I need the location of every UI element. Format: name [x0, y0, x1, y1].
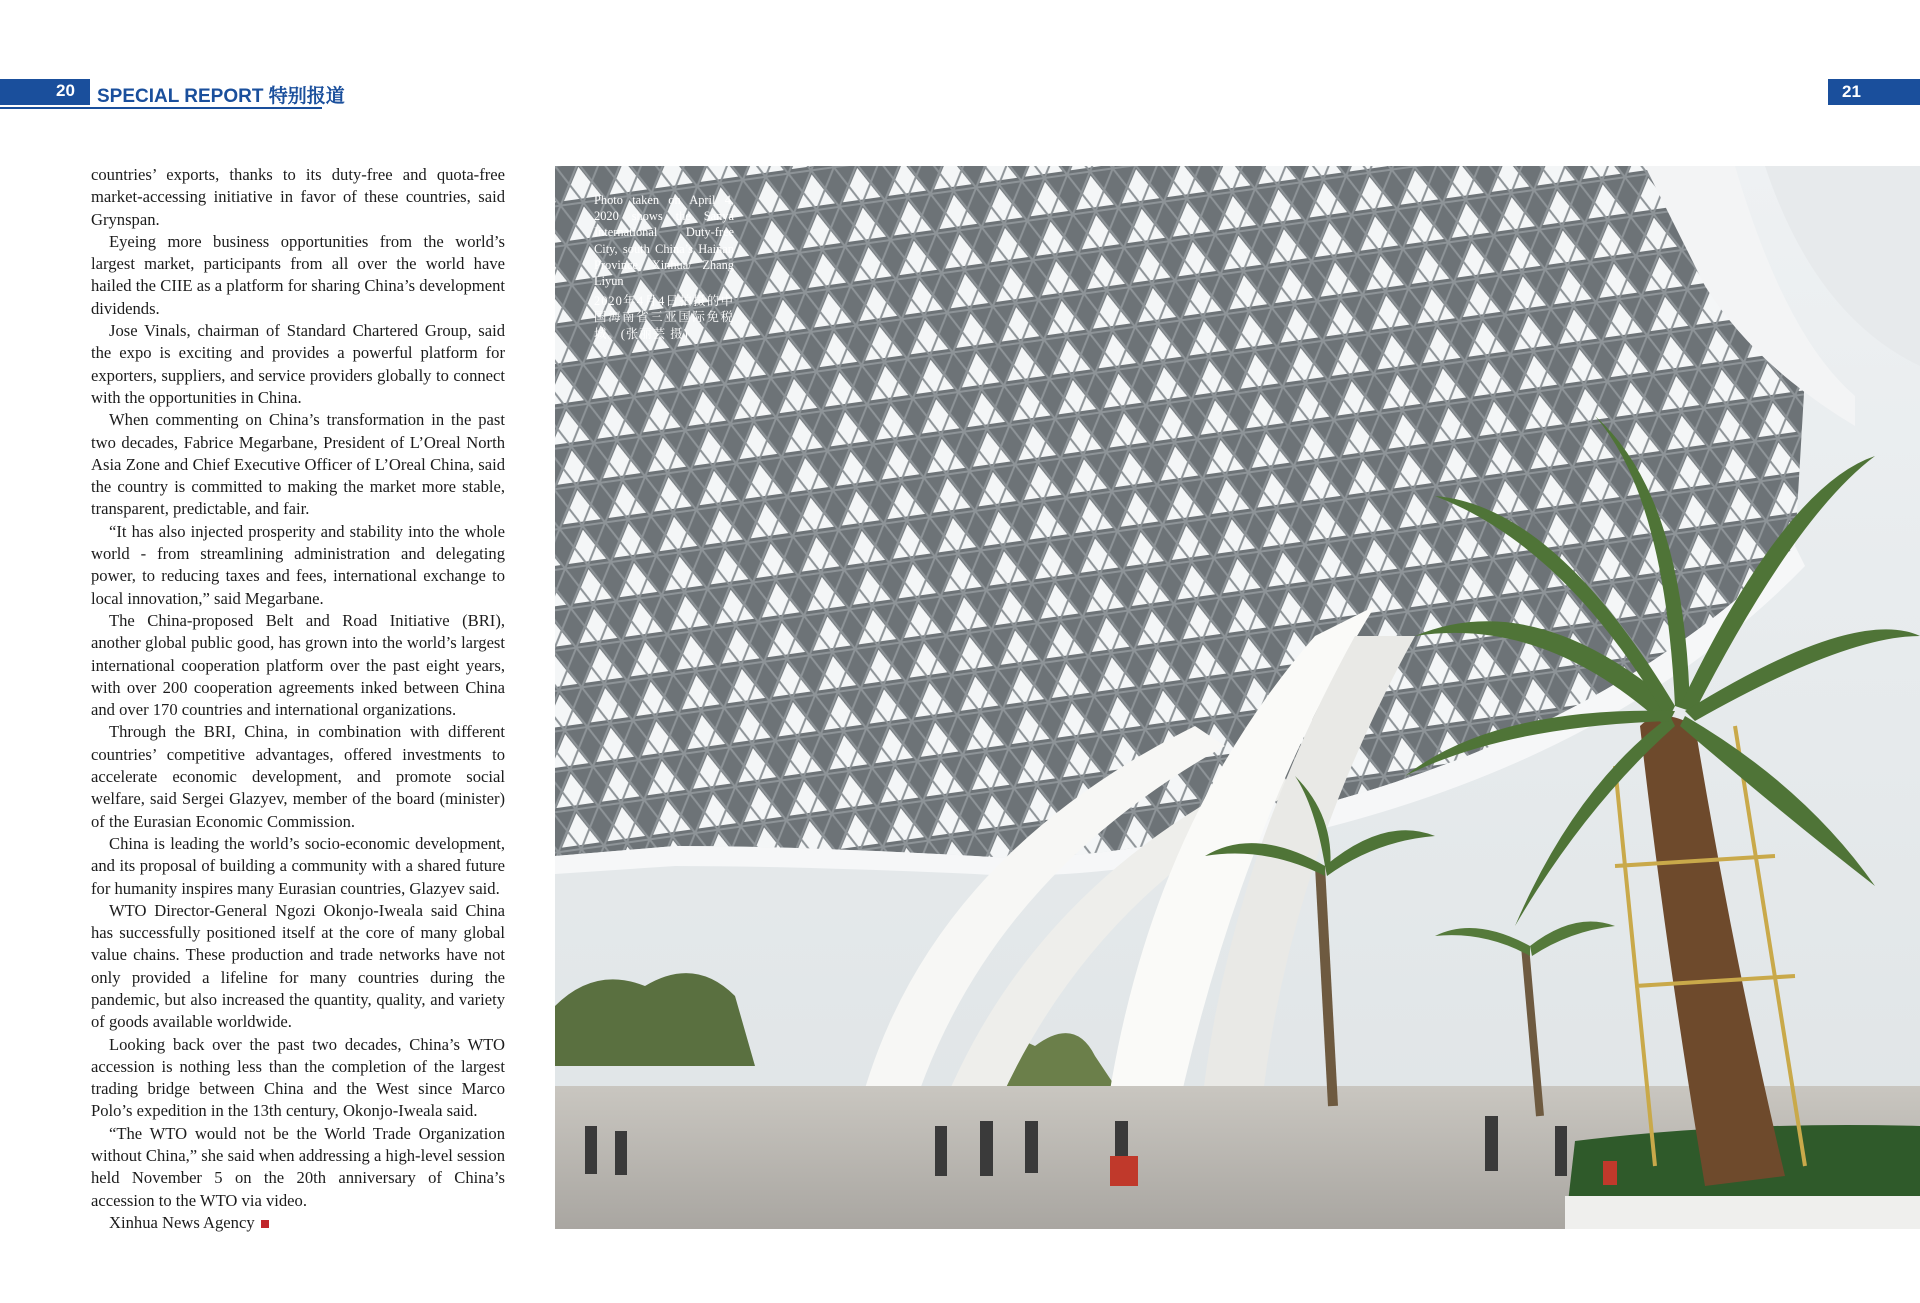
left-page-number: 20 — [56, 81, 75, 100]
article-paragraph: “It has also injected prosperity and stability into the whole world - from streamlining administration and delegating power, to reducing taxes and fees, international exchange to local innovation,” said Megarbane. — [91, 521, 505, 608]
article-paragraph: Through the BRI, China, in combination with different countries’ competitive advantages, offered investments to accelerate economic development, and promote social welfare, said Sergei Glazyev, member of the board (minister) of the Eurasian Economic Commission. — [91, 722, 505, 831]
left-page-header — [0, 79, 345, 109]
photo-caption — [594, 192, 734, 342]
right-page-header — [1828, 79, 1920, 105]
page-number-bar — [0, 79, 90, 105]
caption-chinese: 2020年4月4日拍摄的中国海南省三亚国际免税城。(张丽芸 摄) — [594, 294, 734, 341]
right-page-number: 21 — [1842, 82, 1861, 101]
byline: Xinhua News Agency — [109, 1212, 255, 1232]
end-mark-icon — [261, 1220, 269, 1228]
article-paragraph: Looking back over the past two decades, China’s WTO accession is nothing less than the completion of the largest trading bridge between China and the West since Marco Polo’s expedition in the 13th century, Okonjo-Iweala said. — [91, 1034, 505, 1121]
article-paragraph: countries’ exports, thanks to its duty-free and quota-free market-accessing initiative in favor of these countries, said Grynspan. — [91, 165, 505, 229]
article-paragraph: China is leading the world’s socio-economic development, and its proposal of building a community with a shared future for humanity inspires many Eurasian countries, Glazyev said. — [91, 833, 505, 898]
article-paragraph: WTO Director-General Ngozi Okonjo-Iweala said China has successfully positioned itself at the core of many global value chains. These production and trade networks have not only provided a lifeline for many countries during the pandemic, but also increased the quantity, quality, and variety of goods available worldwide. — [91, 900, 505, 1032]
article-paragraph: Eyeing more business opportunities from the world’s largest market, participants from all over the world have hailed the CIIE as a platform for sharing China’s development dividends. — [91, 231, 505, 318]
byline-paragraph — [91, 1212, 505, 1234]
article-paragraph: When commenting on China’s transformation in the past two decades, Fabrice Megarbane, President of L’Oreal North Asia Zone and Chief Executive Officer of L’Oreal China, said the country is committed to making the market more stable, transparent, predictable, and fair. — [91, 410, 505, 519]
article-paragraph: Jose Vinals, chairman of Standard Chartered Group, said the expo is exciting and provides a powerful platform for exporters, suppliers, and service providers globally to connect with the opportunities in China. — [91, 321, 505, 407]
article-paragraph: The China-proposed Belt and Road Initiative (BRI), another global public good, has grown into the world’s largest international cooperation platform over the past eight years, with over 200 cooperation agreements inked between China and over 170 countries and international organizations. — [91, 610, 505, 720]
article-paragraph: “The WTO would not be the World Trade Organization without China,” she said when addressing a high-level session held November 5 on the 20th anniversary of China’s accession to the WTO via video. — [91, 1123, 505, 1210]
caption-english: Photo taken on April 4, 2020 shows the Sanya International Duty-free City, south China’s Hainan Province. Xinhua/ Zhang Liyun — [594, 193, 734, 289]
section-title: SPECIAL REPORT 特别报道 — [97, 86, 345, 107]
article-column — [91, 164, 505, 1234]
photo-illustration — [555, 166, 1920, 1229]
feature-photo — [555, 166, 1920, 1229]
